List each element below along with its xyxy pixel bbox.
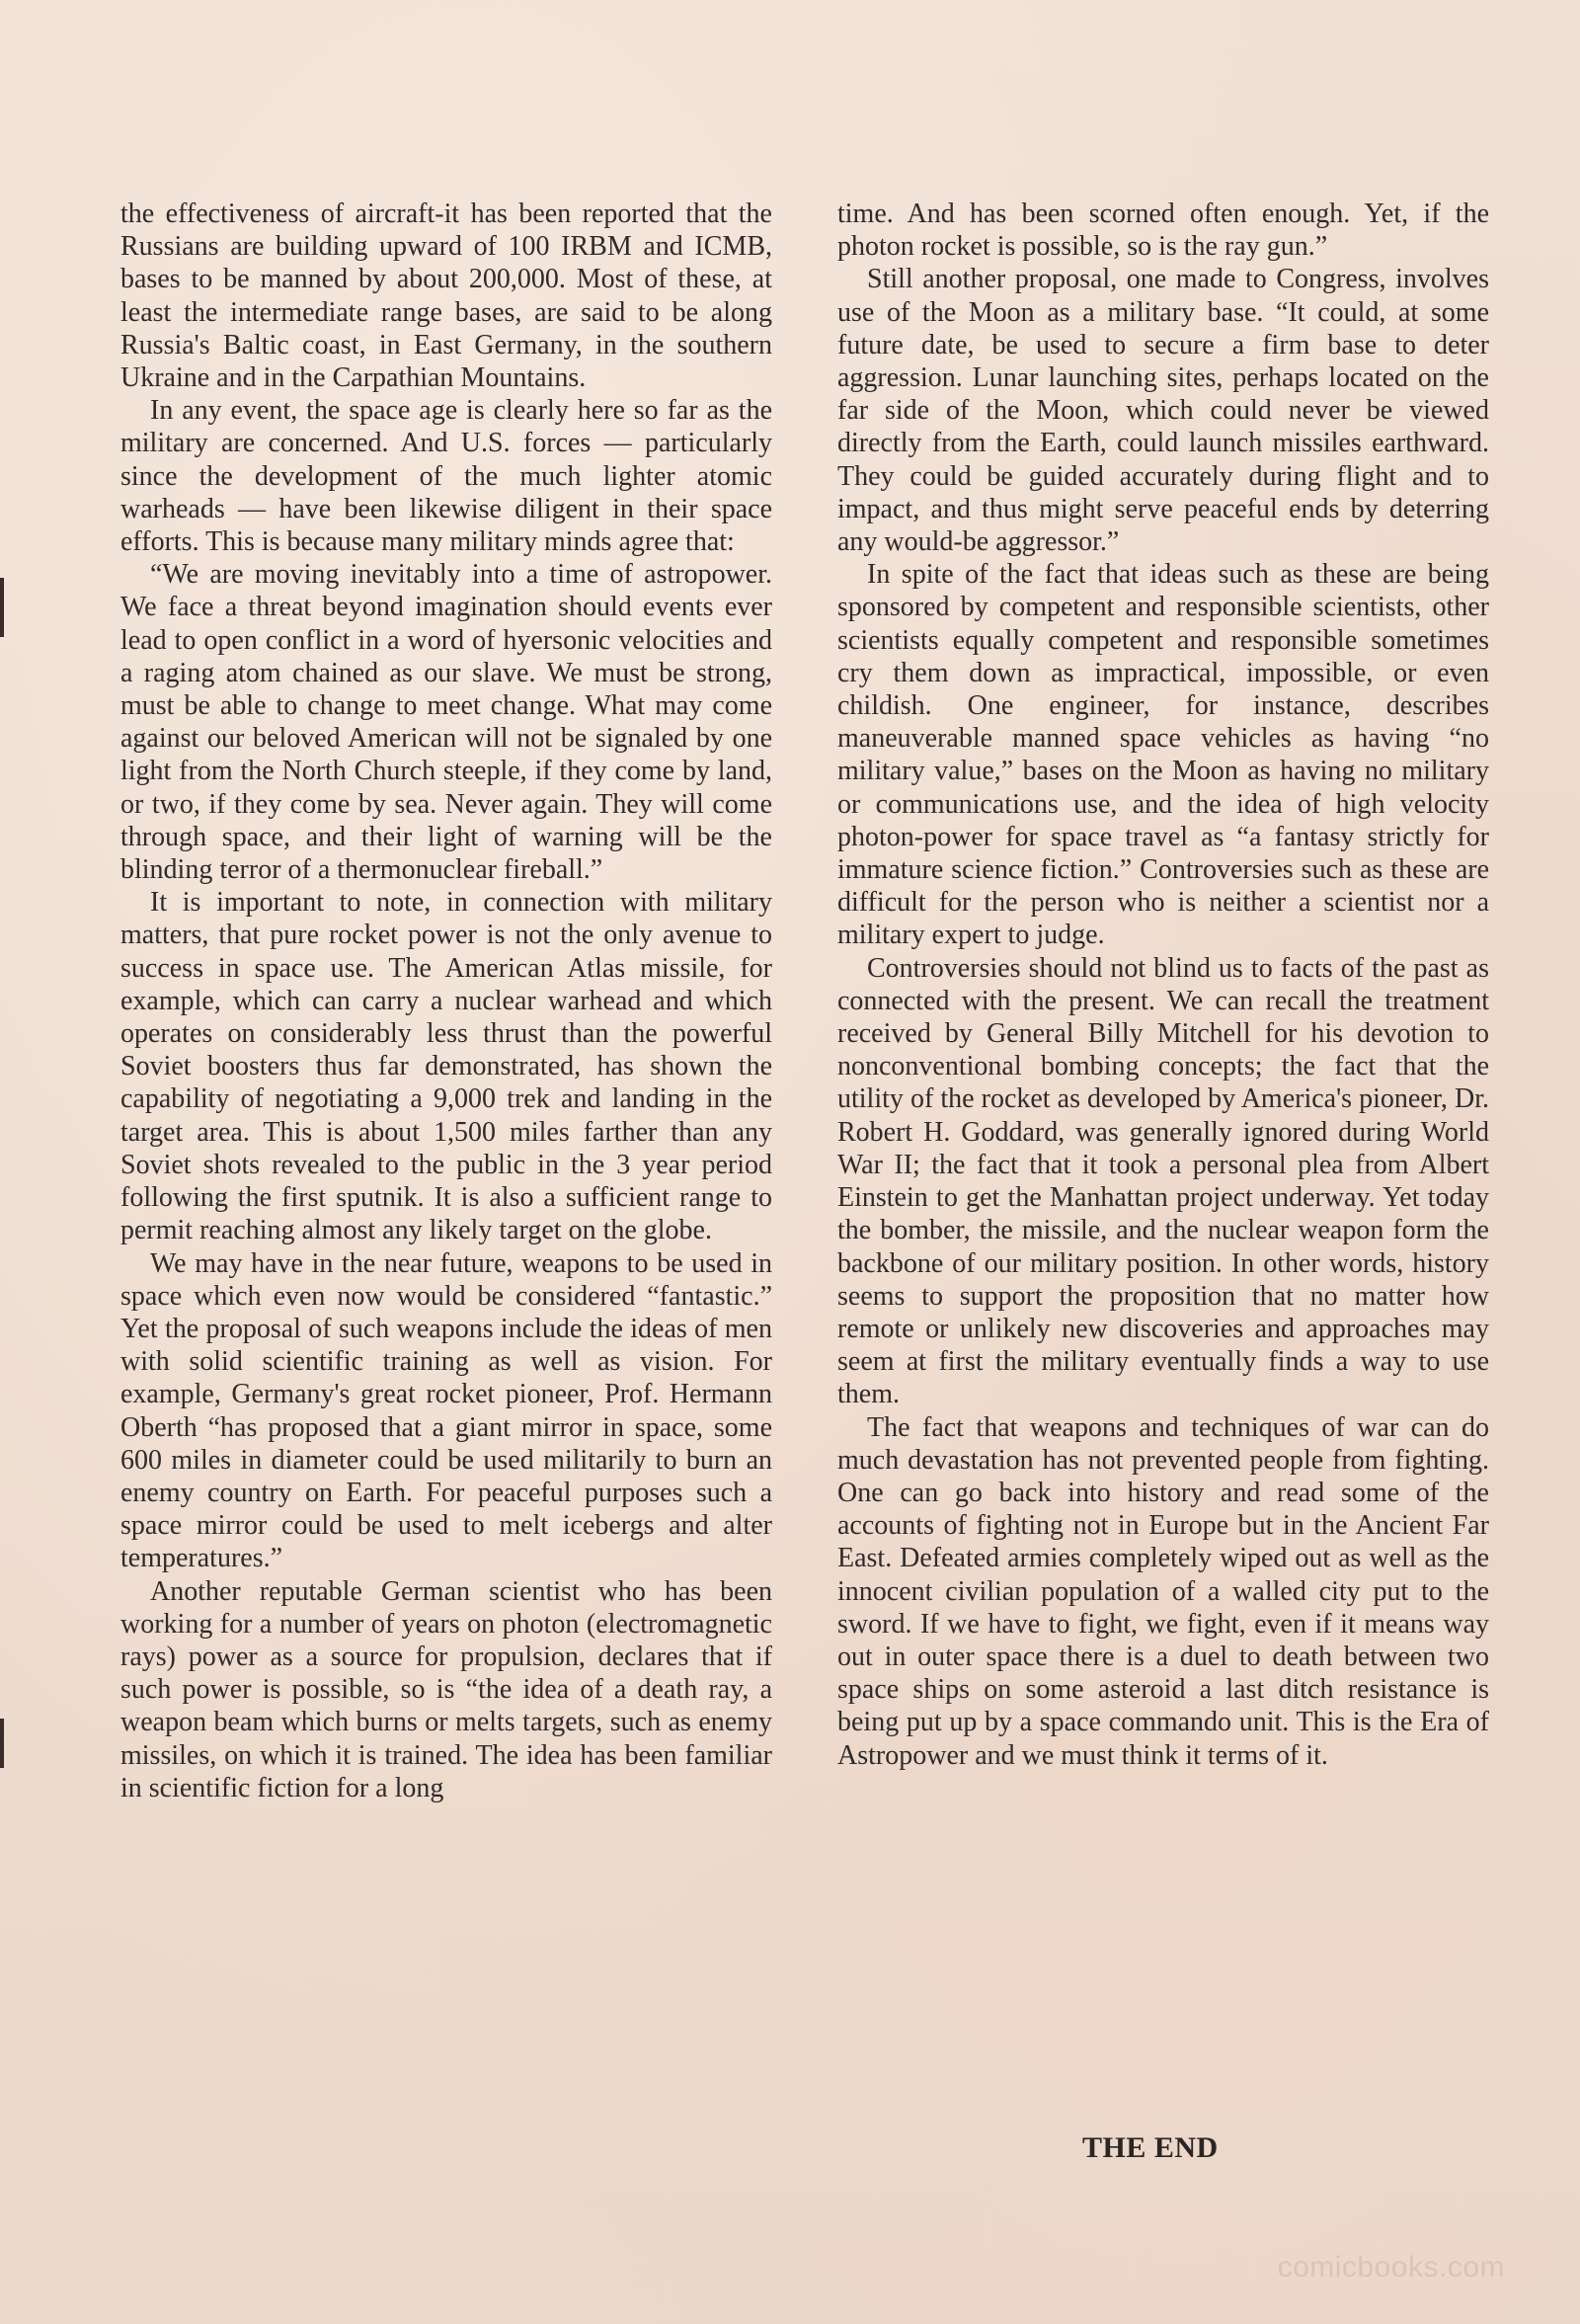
- left-paragraph-3: “We are moving inevitably into a time of astropower. We face a threat beyond imagination should events ever lead to open conflict in a word of hyersonic velocities and a raging atom chained as our slave. We must be strong, must be able to change to meet change. What may come against our beloved American will not be signaled by one light from the North Church steeple, if they come by land, or two, if they come by sea. Never again. They will come through space, and their light of warning will be the blinding terror of a thermonuclear fireball.”: [120, 559, 772, 886]
- right-paragraph-3: In spite of the fact that ideas such as these are being sponsored by competent and responsible scientists, other scientists equally competent and responsible sometimes cry them down as impractical, impossible, or even childish. One engineer, for instance, describes maneuverable manned space vehicles as having “no military value,” bases on the Moon as having no military or communications use, and the idea of high velocity photon-power for space travel as “a fantasy strictly for immature science fiction.” Controversies such as these are difficult for the person who is neither a scientist nor a military expert to judge.: [837, 559, 1489, 951]
- left-column: [120, 198, 772, 1804]
- the-end-label: THE END: [1082, 2131, 1219, 2164]
- left-paragraph-5: We may have in the near future, weapons to be used in space which even now would be considered “fantastic.” Yet the proposal of such weapons include the ideas of men with solid scientific training as well as vision. For example, Germany's great rocket pioneer, Prof. Hermann Oberth “has proposed that a giant mirror in space, some 600 miles in diameter could be used militarily to burn an enemy country on Earth. For peaceful purposes such a space mirror could be used to melt icebergs and alter temperatures.”: [120, 1247, 772, 1574]
- right-paragraph-5: The fact that weapons and techniques of war can do much devastation has not prevented people from fighting. One can go back into history and read some of the accounts of fighting not in Europe but in the Ancient Far East. Defeated armies completely wiped out as well as the innocent civilian population of a walled city put to the sword. If we have to fight, we fight, even if it means way out in outer space there is a duel to death between two space ships on some asteroid a last ditch resistance is being put up by a space commando unit. This is the Era of Astropower and we must think it terms of it.: [837, 1411, 1489, 1771]
- left-edge-mark-bottom: [0, 1719, 4, 1768]
- left-edge-mark-top: [0, 578, 4, 637]
- left-paragraph-6: Another reputable German scientist who has been working for a number of years on photon (electromagnetic rays) power as a source for propulsion, declares that if such power is possible, so is “the idea of a death ray, a weapon beam which burns or melts targets, such as enemy missiles, on which it is trained. The idea has been familiar in scientific fiction for a long: [120, 1575, 772, 1803]
- left-paragraph-2: In any event, the space age is clearly here so far as the military are concerned. And U.S. forces — particularly since the development of the much lighter atomic warheads — have been likewise diligent in their space efforts. This is because many military minds agree that:: [120, 395, 772, 558]
- left-paragraph-4: It is important to note, in connection with military matters, that pure rocket power is not the only avenue to success in space use. The American Atlas missile, for example, which can carry a nuclear warhead and which operates on considerably less thrust than the powerful Soviet boosters thus far demonstrated, has shown the capability of negotiating a 9,000 trek and landing in the target area. This is about 1,500 miles farther than any Soviet shots revealed to the public in the 3 year period following the first sputnik. It is also a sufficient range to permit reaching almost any likely target on the globe.: [120, 887, 772, 1246]
- right-paragraph-1: time. And has been scorned often enough. Yet, if the photon rocket is possible, so is the ray gun.”: [837, 199, 1489, 263]
- right-column: [837, 198, 1489, 1772]
- watermark: comicbooks.com: [1277, 2251, 1505, 2284]
- right-paragraph-4: Controversies should not blind us to facts of the past as connected with the present. We can recall the treatment received by General Billy Mitchell for his devotion to nonconventional bombing concepts; the fact that the utility of the rocket as developed by America's pioneer, Dr. Robert H. Goddard, was generally ignored during World War II; the fact that it took a personal plea from Albert Einstein to get the Manhattan project underway. Yet today the bomber, the missile, and the nuclear weapon form the backbone of our military position. In other words, history seems to support the proposition that no matter how remote or unlikely new discoveries and approaches may seem at first the military eventually finds a way to use them.: [837, 952, 1489, 1410]
- right-paragraph-2: Still another proposal, one made to Congress, involves use of the Moon as a military base. “It could, at some future date, be used to secure a firm base to deter aggression. Lunar launching sites, perhaps located on the far side of the Moon, which could never be viewed directly from the Earth, could launch missiles earthward. They could be guided accurately during flight and to impact, and thus might serve peaceful ends by deterring any would-be aggressor.”: [837, 264, 1489, 558]
- left-paragraph-1: the effectiveness of aircraft-it has been reported that the Russians are building upward of 100 IRBM and ICMB, bases to be manned by about 200,000. Most of these, at least the intermediate range bases, are said to be along Russia's Baltic coast, in East Germany, in the southern Ukraine and in the Carpathian Mountains.: [120, 199, 772, 394]
